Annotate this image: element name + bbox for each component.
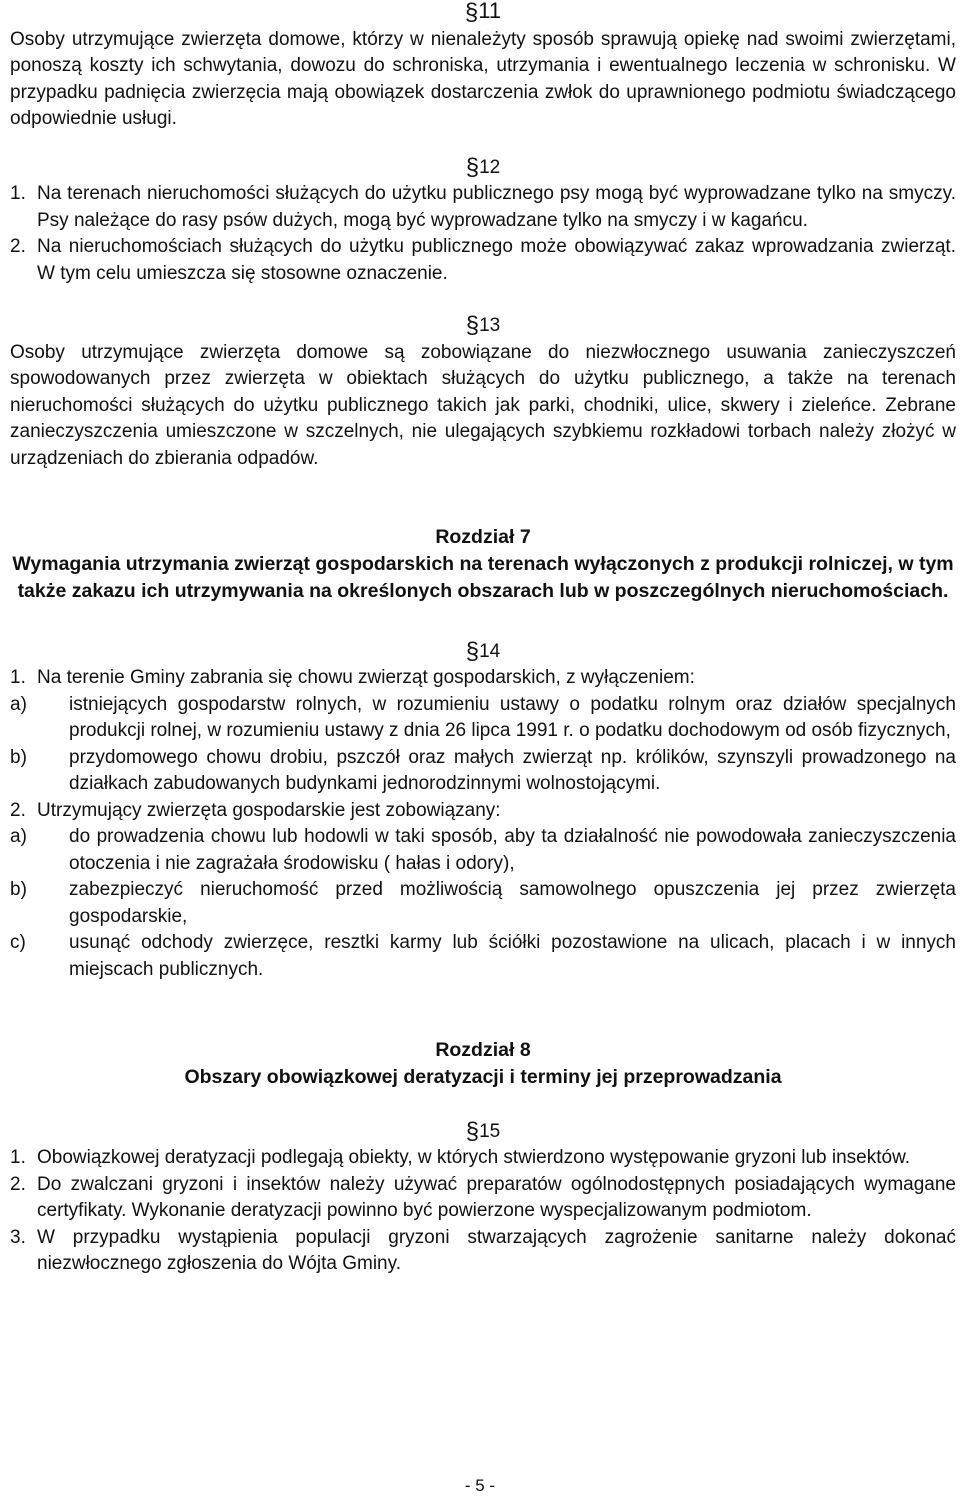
section-number: 11	[478, 0, 502, 23]
item-number: 2.	[10, 1173, 26, 1195]
subitem-letter: b)	[10, 879, 27, 900]
section-12-item-1	[10, 181, 956, 234]
item-text: Do zwalczani gryzoni i insektów należy używać preparatów ogólnodostępnych posiadających wymagane certyfikaty. Wykonanie deratyzacji powinno być powierzone wyspecjalizowanym podmiotom.	[37, 1173, 956, 1221]
section-14-item-1	[10, 665, 956, 692]
section-heading-13	[10, 313, 956, 340]
document-page	[10, 0, 956, 1278]
item-text: Na terenach nieruchomości służących do użytku publicznego psy mogą być wyprowadzane tylko na smyczy. Psy należące do rasy psów dużych, mogą być wyprowadzane tylko na smyczy i w kagańcu.	[37, 183, 956, 231]
section-13-text: Osoby utrzymujące zwierzęta domowe są zobowiązane do niezwłocznego usuwania zanieczyszczeń spowodowanych przez zwierzęta w obiektach służących do użytku publicznego, a także na terenach nieruchomości służących do użytku publicznego takich jak parki, chodniki, ulice, skwery i zieleńce. Zebrane zanieczyszczenia umieszczone w szczelnych, nie ulegających szybkiemu rozkładowi torbach należy złożyć w urządzeniach do zbierania odpadów.	[10, 341, 956, 469]
section-number: 13	[479, 315, 501, 336]
section-14-item-2-sub-c	[10, 930, 956, 983]
subitem-text: usunąć odchody zwierzęce, resztki karmy lub ściółki pozostawione na ulicach, placach i w innych miejscach publicznych.	[69, 932, 956, 980]
section-heading-15	[10, 1119, 956, 1146]
section-number: 15	[479, 1120, 501, 1142]
subitem-letter: b)	[10, 746, 27, 768]
section-symbol: §	[465, 1117, 480, 1145]
page-number: - 5 -	[464, 1476, 496, 1495]
item-number: 1.	[10, 1147, 26, 1168]
section-15-item-1	[10, 1145, 956, 1172]
section-12-item-2	[10, 234, 956, 287]
section-14-item-2	[10, 798, 956, 825]
subitem-letter: c)	[10, 932, 26, 953]
section-heading-12	[10, 155, 956, 182]
section-14-item-2-sub-b	[10, 877, 956, 930]
section-symbol: §	[464, 0, 479, 26]
item-number: 3.	[10, 1226, 26, 1248]
section-14-item-1-sub-a	[10, 692, 956, 745]
section-heading-11	[10, 0, 956, 27]
item-text: Na nieruchomościach służących do użytku publicznego może obowiązywać zakaz wprowadzania zwierząt. W tym celu umieszcza się stosowne oznaczenie.	[37, 236, 956, 284]
section-symbol: §	[465, 153, 480, 181]
subitem-letter: a)	[10, 826, 27, 847]
item-text: Na terenie Gminy zabrania się chowu zwierząt gospodarskich, z wyłączeniem:	[37, 667, 695, 688]
section-heading-14	[10, 639, 956, 666]
chapter-8-label: Rozdział 8	[435, 1039, 531, 1061]
section-15-item-3	[10, 1225, 956, 1278]
chapter-8-title: Obszary obowiązkowej deratyzacji i terminy jej przeprowadzania	[184, 1065, 782, 1088]
section-14-item-1-sub-b	[10, 745, 956, 798]
section-symbol: §	[465, 312, 480, 339]
item-number: 2.	[10, 799, 26, 821]
item-number: 1.	[10, 183, 26, 204]
item-number: 2.	[10, 236, 26, 257]
section-11-text: Osoby utrzymujące zwierzęta domowe, którzy w nienależyty sposób sprawują opiekę nad swoimi zwierzętami, ponoszą koszty ich schwytania, dowozu do schroniska, utrzymania i ewentualnego leczenia w schronisku. W przypadku padnięcia zwierzęcia mają obowiązek dostarczenia zwłok do uprawnionego podmiotu świadczącego odpowiednie usługi.	[10, 28, 956, 129]
chapter-7-title: Wymagania utrzymania zwierząt gospodarskich na terenach wyłączonych z produkcji rolniczej, w tym także zakazu ich utrzymywania na określonych obszarach lub w poszczególnych nieruchomościach.	[12, 552, 954, 602]
section-number: 12	[479, 156, 501, 178]
section-15-item-2	[10, 1172, 956, 1225]
subitem-text: zabezpieczyć nieruchomość przed możliwością samowolnego opuszczenia jej przez zwierzęta gospodarskie,	[69, 879, 956, 927]
item-number: 1.	[10, 667, 26, 688]
item-text: W przypadku wystąpienia populacji gryzoni stwarzających zagrożenie sanitarne należy dokonać niezwłocznego zgłoszenia do Wójta Gminy.	[37, 1226, 956, 1274]
section-number: 14	[479, 640, 501, 662]
item-text: Obowiązkowej deratyzacji podlegają obiekty, w których stwierdzono występowanie gryzoni lub insektów.	[37, 1147, 911, 1168]
subitem-text: do prowadzenia chowu lub hodowli w taki sposób, aby ta działalność nie powodowała zanieczyszczenia otoczenia i nie zagrażała środowisku ( hałas i odory),	[69, 826, 956, 874]
item-text: Utrzymujący zwierzęta gospodarskie jest zobowiązany:	[37, 799, 501, 821]
section-14-item-2-sub-a	[10, 824, 956, 877]
subitem-text: przydomowego chowu drobiu, pszczół oraz małych zwierząt np. królików, szynszyli prowadzonego na działkach zabudowanych budynkami jednorodzinnymi wolnostojącymi.	[69, 746, 956, 794]
chapter-7-label: Rozdział 7	[435, 526, 531, 548]
subitem-text: istniejących gospodarstw rolnych, w rozumieniu ustawy o podatku rolnym oraz działów specjalnych produkcji rolnej, w rozumieniu ustawy z dnia 26 lipca 1991 r. o podatku dochodowym od osób fizycznych,	[69, 693, 956, 741]
subitem-letter: a)	[10, 693, 27, 715]
section-symbol: §	[465, 637, 480, 665]
